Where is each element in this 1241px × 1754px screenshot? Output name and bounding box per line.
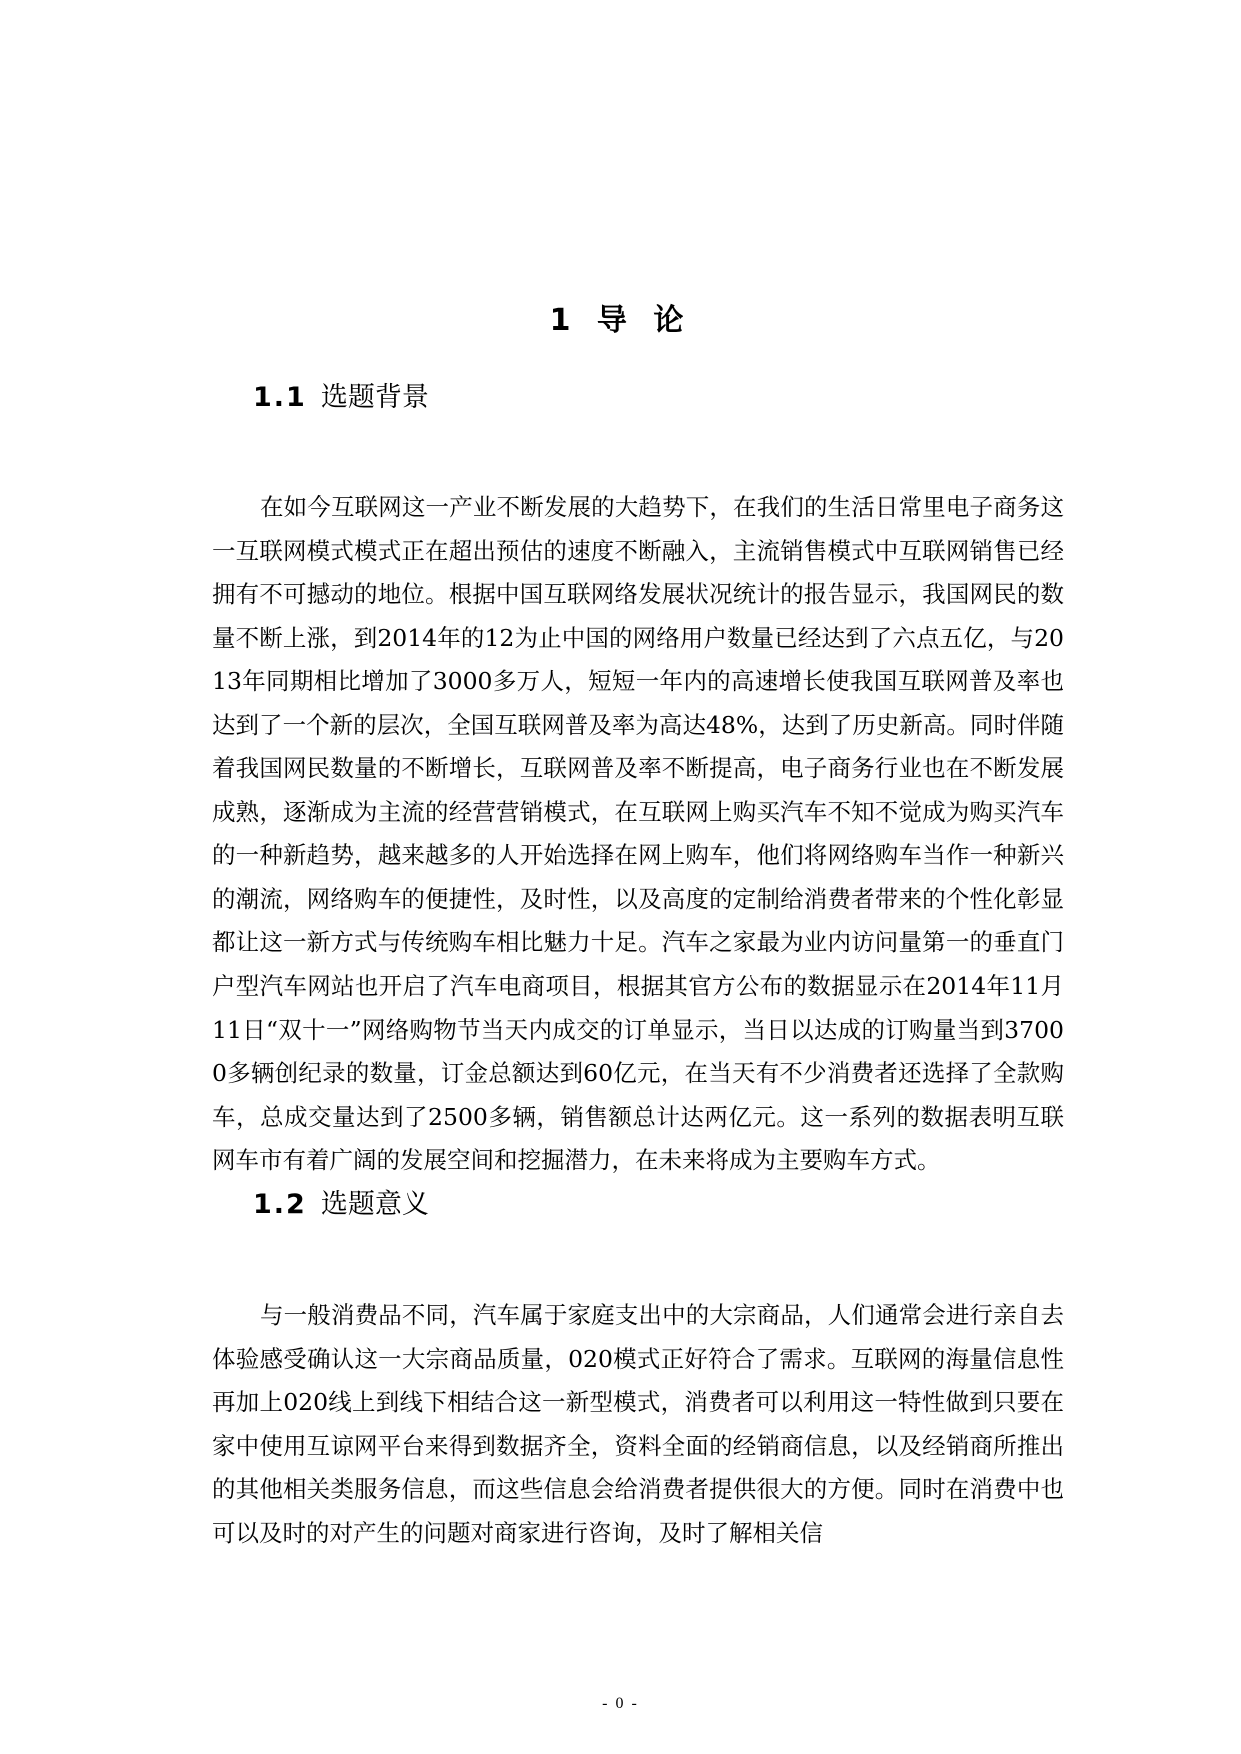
background-paragraph: 在如今互联网这一产业不断发展的大趋势下，在我们的生活日常里电子商务这一互联网模式模式正在超出预估的速度不断融入，主流销售模式中互联网销售已经拥有不可撼动的地位。根据中国互联网络发展状况统计的报告显示，我国网民的数量不断上涨，到2014年的12为止中国的网络用户数量已经达到了六点五亿，与2013年同期相比增加了3000多万人，短短一年内的高速增长使我国互联网普及率也达到了一个新的层次，全国互联网普及率为高达48%，达到了历史新高。同时伴随着我国网民数量的不断增长，互联网普及率不断提高，电子商务行业也在不断发展成熟，逐渐成为主流的经营营销模式，在互联网上购买汽车不知不觉成为购买汽车的一种新趋势，越来越多的人开始选择在网上购车，他们将网络购车当作一种新兴的潮流，网络购车的便捷性，及时性，以及高度的定制给消费者带来的个性化彰显都让这一新方式与传统购车相比魅力十足。汽车之家最为业内访问量第一的垂直门户型汽车网站也开启了汽车电商项目，根据其官方公布的数据显示在2014年11月11日“双十一”网络购物节当天内成交的订单显示，当日以达成的订购量当到37000多辆创纪录的数量，订金总额达到60亿元，在当天有不少消费者还选择了全款购车，总成交量达到了2500多辆，销售额总计达两亿元。这一系列的数据表明互联网车市有着广阔的发展空间和挖掘潜力，在未来将成为主要购车方式。 [212,493,1064,1175]
section-number: 1.2 [253,1189,307,1220]
section-title: 选题意义 [320,1189,429,1220]
section-title: 选题背景 [320,382,429,413]
significance-paragraph: 与一般消费品不同，汽车属于家庭支出中的大宗商品，人们通常会进行亲自去体验感受确认这一大宗商品质量，020模式正好符合了需求。互联网的海量信息性再加上020线上到线下相结合这一新型模式，消费者可以利用这一特性做到只要在家中使用互谅网平台来得到数据齐全，资料全面的经销商信息，以及经销商所推出的其他相关类服务信息，而这些信息会给消费者提供很大的方便。同时在消费中也可以及时的对产生的问题对商家进行咨询，及时了解相关信 [212,1301,1064,1547]
section-heading-1-2 [253,1185,429,1225]
section-number: 1.1 [253,382,307,413]
chapter-title: 1 导 论 [549,303,692,338]
section-heading-1-1 [253,378,429,418]
page-number: - 0 - [602,1695,639,1712]
